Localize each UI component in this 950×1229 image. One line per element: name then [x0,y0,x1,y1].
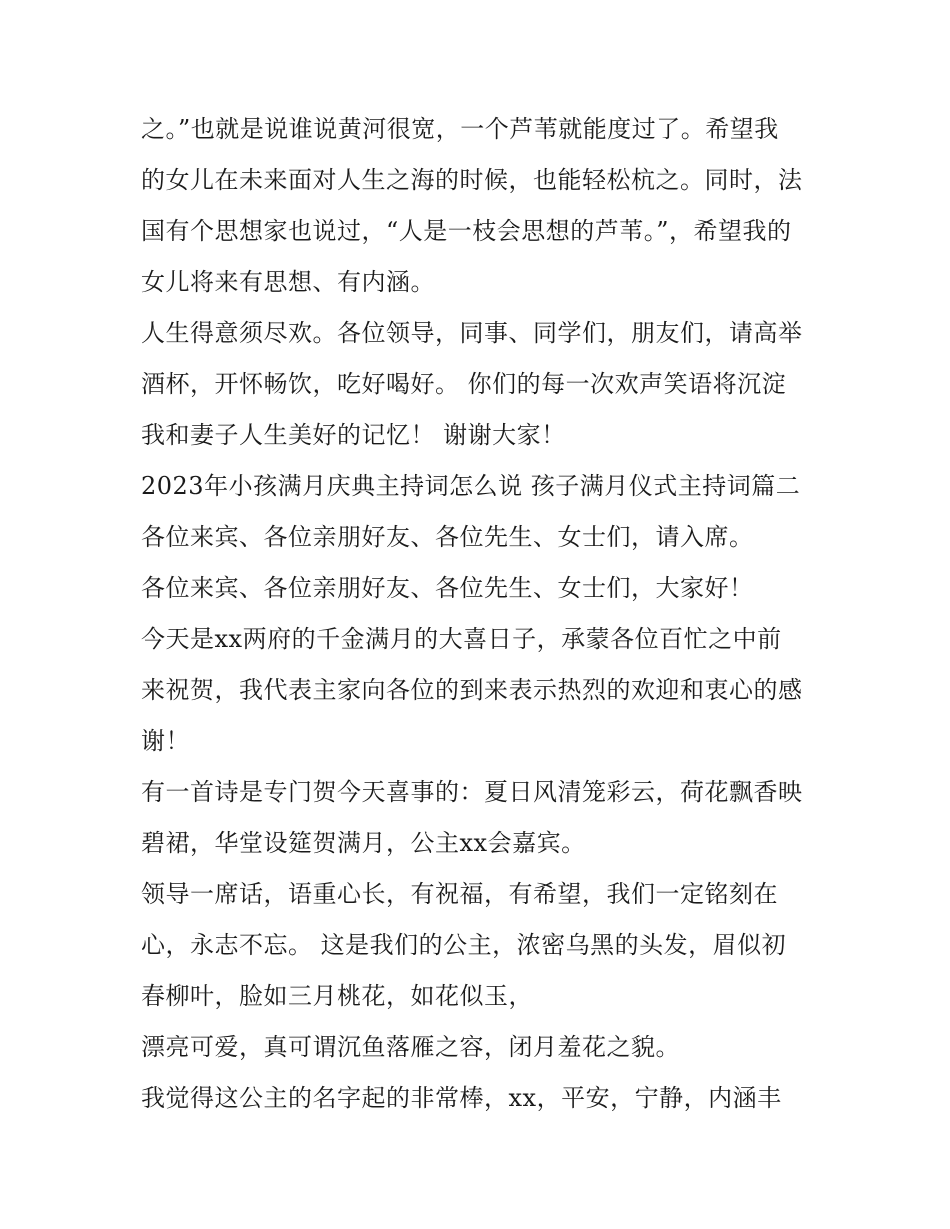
text-line: 的女儿在未来面对人生之海的时候，也能轻松杭之。同时，法 [141,166,803,194]
text-line: 漂亮可爱，真可谓沉鱼落雁之容，闭月羞花之貌。 [141,1033,680,1061]
text-line: 谢！ [141,727,190,755]
text-line: 今天是xx两府的千金满月的大喜日子，承蒙各位百忙之中前 [141,625,782,653]
text-line: 国有个思想家也说过，“人是一枝会思想的芦苇。”，希望我的 [141,217,792,245]
document-body [141,104,813,1124]
text-line: 人生得意须尽欢。各位领导，同事、同学们，朋友们，请高举 [141,319,803,347]
text-line: 领导一席话，语重心长，有祝福，有希望，我们一定铭刻在 [141,880,778,908]
text-line: 之。”也就是说谁说黄河很宽，一个芦苇就能度过了。希望我 [141,115,779,143]
text-line: 各位来宾、各位亲朋好友、各位先生、女士们，请入席。 [141,523,754,551]
text-line: 我和妻子人生美好的记忆！ 谢谢大家！ [141,421,566,449]
text-line: 心，永志不忘。 这是我们的公主，浓密乌黑的头发，眉似初 [141,931,787,959]
text-line: 酒杯，开怀畅饮，吃好喝好。 你们的每一次欢声笑语将沉淀 [141,370,787,398]
text-line: 有一首诗是专门贺今天喜事的：夏日风清笼彩云，荷花飘香映 [141,778,803,806]
text-line: 我觉得这公主的名字起的非常棒，xx，平安，宁静，内涵丰 [141,1084,782,1112]
section-heading: 2023年小孩满月庆典主持词怎么说 孩子满月仪式主持词篇二 [141,472,801,500]
text-line: 各位来宾、各位亲朋好友、各位先生、女士们，大家好！ [141,574,754,602]
text-line: 来祝贺，我代表主家向各位的到来表示热烈的欢迎和衷心的感 [141,676,803,704]
text-line: 女儿将来有思想、有内涵。 [141,268,435,296]
text-line: 碧裙，华堂设筵贺满月，公主xx会嘉宾。 [141,829,586,857]
text-line: 春柳叶，脸如三月桃花，如花似玉， [141,982,533,1010]
